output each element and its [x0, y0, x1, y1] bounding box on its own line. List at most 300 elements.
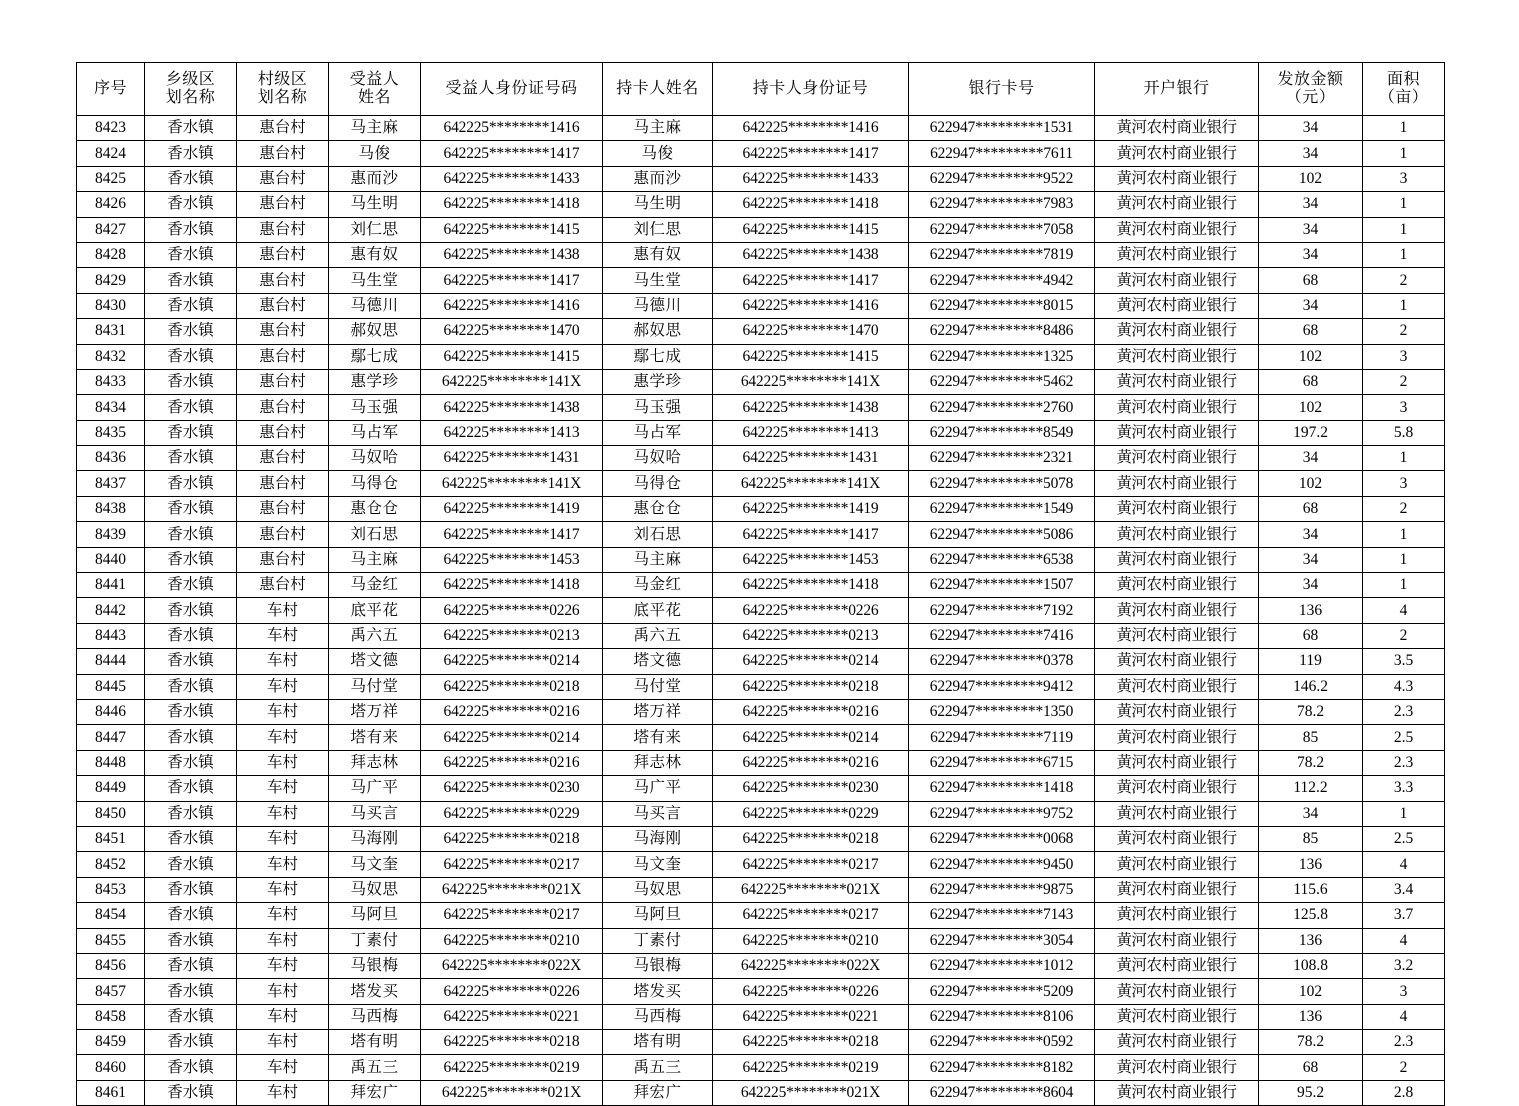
table-row — [77, 522, 1445, 547]
cell-bank-name: 黄河农村商业银行 — [1095, 1080, 1259, 1105]
cell-bank-card: 622947*********1350 — [909, 699, 1095, 724]
cell-village: 车村 — [237, 623, 329, 648]
cell-amount: 34 — [1259, 293, 1363, 318]
cell-amount: 125.8 — [1259, 903, 1363, 928]
cell-bank-name: 黄河农村商业银行 — [1095, 903, 1259, 928]
cell-beneficiary: 塔有明 — [329, 1030, 421, 1055]
cell-area: 2.8 — [1363, 1080, 1445, 1105]
cell-area: 5.8 — [1363, 420, 1445, 445]
cell-index: 8427 — [77, 217, 145, 242]
cell-index: 8425 — [77, 166, 145, 191]
cell-beneficiary-id: 642225********0218 — [421, 674, 603, 699]
cell-township: 香水镇 — [145, 166, 237, 191]
cell-amount: 102 — [1259, 979, 1363, 1004]
cell-beneficiary-id: 642225********022X — [421, 953, 603, 978]
cell-area: 3.4 — [1363, 877, 1445, 902]
cell-bank-name: 黄河农村商业银行 — [1095, 623, 1259, 648]
table-row — [77, 166, 1445, 191]
column-header-area — [1363, 63, 1445, 116]
cell-holder-name: 马俊 — [603, 141, 713, 166]
cell-holder-name: 郝奴思 — [603, 319, 713, 344]
cell-area: 2.5 — [1363, 826, 1445, 851]
cell-amount: 108.8 — [1259, 953, 1363, 978]
cell-village: 惠台村 — [237, 395, 329, 420]
cell-amount: 136 — [1259, 1004, 1363, 1029]
cell-township: 香水镇 — [145, 877, 237, 902]
cell-township: 香水镇 — [145, 293, 237, 318]
cell-village: 车村 — [237, 852, 329, 877]
cell-holder-id: 642225********0218 — [713, 1030, 909, 1055]
cell-bank-card: 622947*********5462 — [909, 369, 1095, 394]
cell-holder-name: 马奴思 — [603, 877, 713, 902]
cell-beneficiary-id: 642225********0217 — [421, 903, 603, 928]
cell-village: 车村 — [237, 826, 329, 851]
cell-beneficiary-id: 642225********1416 — [421, 116, 603, 141]
cell-area: 3 — [1363, 395, 1445, 420]
column-header-line: 乡级区 — [165, 71, 216, 89]
table-row — [77, 446, 1445, 471]
cell-index: 8451 — [77, 826, 145, 851]
cell-bank-card: 622947*********9875 — [909, 877, 1095, 902]
cell-holder-name: 马主麻 — [603, 547, 713, 572]
table-row — [77, 750, 1445, 775]
cell-bank-name: 黄河农村商业银行 — [1095, 217, 1259, 242]
cell-amount: 34 — [1259, 522, 1363, 547]
table-row — [77, 1055, 1445, 1080]
cell-holder-name: 惠而沙 — [603, 166, 713, 191]
cell-beneficiary-id: 642225********0213 — [421, 623, 603, 648]
cell-bank-name: 黄河农村商业银行 — [1095, 674, 1259, 699]
cell-holder-name: 禹六五 — [603, 623, 713, 648]
column-header-beneficiary_id — [421, 63, 603, 116]
cell-beneficiary: 马西梅 — [329, 1004, 421, 1029]
cell-bank-name: 黄河农村商业银行 — [1095, 293, 1259, 318]
table-header — [77, 63, 1445, 116]
column-header-line: 姓名 — [357, 89, 391, 106]
cell-holder-id: 642225********0216 — [713, 699, 909, 724]
cell-bank-name: 黄河农村商业银行 — [1095, 598, 1259, 623]
cell-beneficiary: 马主麻 — [329, 547, 421, 572]
cell-area: 3.2 — [1363, 953, 1445, 978]
column-header-bank_name — [1095, 63, 1259, 116]
table-row — [77, 344, 1445, 369]
cell-beneficiary: 惠学珍 — [329, 369, 421, 394]
cell-bank-name: 黄河农村商业银行 — [1095, 369, 1259, 394]
cell-area: 2 — [1363, 1055, 1445, 1080]
cell-amount: 102 — [1259, 395, 1363, 420]
cell-holder-name: 马德川 — [603, 293, 713, 318]
cell-township: 香水镇 — [145, 953, 237, 978]
cell-village: 惠台村 — [237, 141, 329, 166]
cell-bank-name: 黄河农村商业银行 — [1095, 522, 1259, 547]
cell-village: 车村 — [237, 928, 329, 953]
cell-index: 8448 — [77, 750, 145, 775]
table-row — [77, 369, 1445, 394]
cell-bank-card: 622947*********1531 — [909, 116, 1095, 141]
column-header-line: 划名称 — [257, 89, 308, 106]
cell-beneficiary: 马海刚 — [329, 826, 421, 851]
column-header-line: 持卡人身份证号 — [752, 80, 869, 98]
cell-amount: 68 — [1259, 623, 1363, 648]
cell-bank-name: 黄河农村商业银行 — [1095, 547, 1259, 572]
table-row — [77, 1030, 1445, 1055]
cell-beneficiary-id: 642225********0217 — [421, 852, 603, 877]
column-header-township — [145, 63, 237, 116]
cell-village: 惠台村 — [237, 369, 329, 394]
cell-bank-card: 622947*********7819 — [909, 242, 1095, 267]
cell-holder-id: 642225********022X — [713, 953, 909, 978]
cell-area: 3 — [1363, 471, 1445, 496]
cell-area: 3.7 — [1363, 903, 1445, 928]
cell-beneficiary-id: 642225********0226 — [421, 979, 603, 1004]
cell-holder-id: 642225********1415 — [713, 217, 909, 242]
cell-amount: 68 — [1259, 1055, 1363, 1080]
column-header-holder_id — [713, 63, 909, 116]
cell-holder-id: 642225********021X — [713, 1080, 909, 1105]
table-row — [77, 623, 1445, 648]
cell-beneficiary: 马奴思 — [329, 877, 421, 902]
cell-index: 8457 — [77, 979, 145, 1004]
cell-beneficiary: 马金红 — [329, 573, 421, 598]
cell-bank-name: 黄河农村商业银行 — [1095, 344, 1259, 369]
cell-index: 8454 — [77, 903, 145, 928]
cell-holder-name: 塔有明 — [603, 1030, 713, 1055]
cell-index: 8423 — [77, 116, 145, 141]
cell-village: 车村 — [237, 1030, 329, 1055]
cell-village: 车村 — [237, 750, 329, 775]
cell-beneficiary-id: 642225********1453 — [421, 547, 603, 572]
cell-index: 8461 — [77, 1080, 145, 1105]
cell-bank-name: 黄河农村商业银行 — [1095, 928, 1259, 953]
cell-township: 香水镇 — [145, 801, 237, 826]
cell-village: 车村 — [237, 1004, 329, 1029]
table-row — [77, 420, 1445, 445]
cell-holder-id: 642225********1413 — [713, 420, 909, 445]
cell-index: 8428 — [77, 242, 145, 267]
cell-bank-card: 622947*********3054 — [909, 928, 1095, 953]
cell-beneficiary-id: 642225********0216 — [421, 750, 603, 775]
cell-holder-name: 惠学珍 — [603, 369, 713, 394]
cell-beneficiary: 禹五三 — [329, 1055, 421, 1080]
cell-village: 惠台村 — [237, 268, 329, 293]
cell-bank-name: 黄河农村商业银行 — [1095, 826, 1259, 851]
cell-bank-card: 622947*********7416 — [909, 623, 1095, 648]
table-row — [77, 395, 1445, 420]
cell-beneficiary: 惠而沙 — [329, 166, 421, 191]
cell-township: 香水镇 — [145, 319, 237, 344]
cell-index: 8432 — [77, 344, 145, 369]
subsidy-distribution-table — [76, 62, 1445, 1106]
cell-village: 车村 — [237, 877, 329, 902]
cell-holder-name: 拜宏广 — [603, 1080, 713, 1105]
cell-bank-card: 622947*********8015 — [909, 293, 1095, 318]
cell-bank-card: 622947*********2760 — [909, 395, 1095, 420]
cell-index: 8438 — [77, 496, 145, 521]
cell-beneficiary: 马生明 — [329, 192, 421, 217]
cell-beneficiary: 塔有来 — [329, 725, 421, 750]
cell-holder-id: 642225********1431 — [713, 446, 909, 471]
cell-beneficiary-id: 642225********1438 — [421, 242, 603, 267]
cell-bank-name: 黄河农村商业银行 — [1095, 242, 1259, 267]
cell-amount: 34 — [1259, 801, 1363, 826]
cell-township: 香水镇 — [145, 116, 237, 141]
cell-index: 8445 — [77, 674, 145, 699]
cell-amount: 68 — [1259, 268, 1363, 293]
cell-township: 香水镇 — [145, 420, 237, 445]
cell-holder-name: 马生明 — [603, 192, 713, 217]
cell-beneficiary-id: 642225********0214 — [421, 649, 603, 674]
cell-amount: 146.2 — [1259, 674, 1363, 699]
cell-index: 8440 — [77, 547, 145, 572]
cell-area: 3.3 — [1363, 776, 1445, 801]
table-row — [77, 979, 1445, 1004]
table-row — [77, 293, 1445, 318]
cell-bank-card: 622947*********5078 — [909, 471, 1095, 496]
cell-bank-card: 622947*********4942 — [909, 268, 1095, 293]
cell-holder-name: 马海刚 — [603, 826, 713, 851]
cell-beneficiary-id: 642225********1433 — [421, 166, 603, 191]
cell-village: 车村 — [237, 776, 329, 801]
cell-village: 惠台村 — [237, 116, 329, 141]
cell-area: 1 — [1363, 217, 1445, 242]
cell-holder-name: 塔发买 — [603, 979, 713, 1004]
cell-holder-id: 642225********1415 — [713, 344, 909, 369]
cell-holder-name: 马阿旦 — [603, 903, 713, 928]
cell-holder-id: 642225********0213 — [713, 623, 909, 648]
table-row — [77, 319, 1445, 344]
table-row — [77, 471, 1445, 496]
cell-beneficiary: 马主麻 — [329, 116, 421, 141]
cell-bank-card: 622947*********7058 — [909, 217, 1095, 242]
cell-township: 香水镇 — [145, 699, 237, 724]
cell-holder-id: 642225********1417 — [713, 522, 909, 547]
cell-beneficiary: 马广平 — [329, 776, 421, 801]
cell-amount: 34 — [1259, 547, 1363, 572]
cell-beneficiary-id: 642225********0214 — [421, 725, 603, 750]
cell-beneficiary: 马买言 — [329, 801, 421, 826]
cell-beneficiary: 马奴哈 — [329, 446, 421, 471]
cell-bank-card: 622947*********7192 — [909, 598, 1095, 623]
table-row — [77, 1080, 1445, 1105]
cell-area: 2.3 — [1363, 750, 1445, 775]
cell-bank-card: 622947*********1549 — [909, 496, 1095, 521]
column-header-line: 开户银行 — [1143, 80, 1210, 98]
cell-bank-card: 622947*********8182 — [909, 1055, 1095, 1080]
cell-holder-id: 642225********0226 — [713, 979, 909, 1004]
cell-area: 4 — [1363, 928, 1445, 953]
cell-amount: 68 — [1259, 369, 1363, 394]
cell-beneficiary: 底平花 — [329, 598, 421, 623]
cell-holder-id: 642225********1418 — [713, 192, 909, 217]
cell-amount: 102 — [1259, 344, 1363, 369]
column-header-index — [77, 63, 145, 116]
cell-township: 香水镇 — [145, 903, 237, 928]
cell-village: 惠台村 — [237, 344, 329, 369]
cell-village: 惠台村 — [237, 547, 329, 572]
cell-beneficiary-id: 642225********0226 — [421, 598, 603, 623]
cell-village: 惠台村 — [237, 166, 329, 191]
cell-beneficiary-id: 642225********141X — [421, 369, 603, 394]
cell-holder-name: 塔文德 — [603, 649, 713, 674]
cell-holder-id: 642225********1453 — [713, 547, 909, 572]
table-row — [77, 116, 1445, 141]
cell-beneficiary: 塔发买 — [329, 979, 421, 1004]
cell-bank-name: 黄河农村商业银行 — [1095, 852, 1259, 877]
cell-index: 8444 — [77, 649, 145, 674]
cell-beneficiary-id: 642225********0216 — [421, 699, 603, 724]
cell-amount: 197.2 — [1259, 420, 1363, 445]
cell-holder-id: 642225********1417 — [713, 268, 909, 293]
cell-township: 香水镇 — [145, 623, 237, 648]
cell-index: 8455 — [77, 928, 145, 953]
cell-beneficiary: 马文奎 — [329, 852, 421, 877]
cell-bank-name: 黄河农村商业银行 — [1095, 725, 1259, 750]
cell-bank-name: 黄河农村商业银行 — [1095, 649, 1259, 674]
cell-holder-name: 马奴哈 — [603, 446, 713, 471]
table-row — [77, 217, 1445, 242]
cell-village: 车村 — [237, 649, 329, 674]
cell-area: 2 — [1363, 319, 1445, 344]
cell-village: 车村 — [237, 903, 329, 928]
cell-bank-card: 622947*********1012 — [909, 953, 1095, 978]
cell-village: 惠台村 — [237, 496, 329, 521]
cell-amount: 136 — [1259, 928, 1363, 953]
cell-bank-card: 622947*********8604 — [909, 1080, 1095, 1105]
cell-bank-card: 622947*********7983 — [909, 192, 1095, 217]
cell-amount: 34 — [1259, 116, 1363, 141]
cell-holder-id: 642225********1470 — [713, 319, 909, 344]
cell-area: 1 — [1363, 446, 1445, 471]
cell-bank-name: 黄河农村商业银行 — [1095, 319, 1259, 344]
cell-index: 8443 — [77, 623, 145, 648]
cell-area: 3 — [1363, 979, 1445, 1004]
cell-amount: 136 — [1259, 598, 1363, 623]
table-row — [77, 268, 1445, 293]
cell-township: 香水镇 — [145, 141, 237, 166]
cell-holder-name: 马玉强 — [603, 395, 713, 420]
cell-holder-name: 刘仁思 — [603, 217, 713, 242]
cell-beneficiary-id: 642225********0221 — [421, 1004, 603, 1029]
table-row — [77, 242, 1445, 267]
cell-holder-name: 马占军 — [603, 420, 713, 445]
cell-township: 香水镇 — [145, 725, 237, 750]
cell-holder-id: 642225********1416 — [713, 116, 909, 141]
cell-township: 香水镇 — [145, 826, 237, 851]
cell-holder-id: 642225********0229 — [713, 801, 909, 826]
cell-amount: 112.2 — [1259, 776, 1363, 801]
cell-bank-name: 黄河农村商业银行 — [1095, 776, 1259, 801]
cell-bank-card: 622947*********9450 — [909, 852, 1095, 877]
cell-amount: 95.2 — [1259, 1080, 1363, 1105]
cell-index: 8446 — [77, 699, 145, 724]
cell-amount: 34 — [1259, 242, 1363, 267]
cell-township: 香水镇 — [145, 395, 237, 420]
cell-area: 1 — [1363, 801, 1445, 826]
cell-township: 香水镇 — [145, 547, 237, 572]
cell-holder-name: 马金红 — [603, 573, 713, 598]
cell-bank-name: 黄河农村商业银行 — [1095, 801, 1259, 826]
cell-village: 惠台村 — [237, 217, 329, 242]
cell-holder-id: 642225********1417 — [713, 141, 909, 166]
cell-bank-card: 622947*********1507 — [909, 573, 1095, 598]
cell-beneficiary: 马玉强 — [329, 395, 421, 420]
cell-township: 香水镇 — [145, 471, 237, 496]
cell-village: 惠台村 — [237, 522, 329, 547]
cell-holder-id: 642225********0218 — [713, 826, 909, 851]
cell-bank-name: 黄河农村商业银行 — [1095, 395, 1259, 420]
cell-holder-id: 642225********0217 — [713, 852, 909, 877]
cell-village: 惠台村 — [237, 471, 329, 496]
cell-area: 2.5 — [1363, 725, 1445, 750]
cell-township: 香水镇 — [145, 192, 237, 217]
cell-village: 惠台村 — [237, 319, 329, 344]
cell-area: 2.3 — [1363, 699, 1445, 724]
table-row — [77, 725, 1445, 750]
cell-beneficiary-id: 642225********1415 — [421, 344, 603, 369]
cell-holder-id: 642225********1433 — [713, 166, 909, 191]
cell-township: 香水镇 — [145, 1004, 237, 1029]
table-body — [77, 116, 1445, 1106]
cell-village: 车村 — [237, 1080, 329, 1105]
cell-bank-name: 黄河农村商业银行 — [1095, 471, 1259, 496]
cell-area: 2.3 — [1363, 1030, 1445, 1055]
cell-village: 惠台村 — [237, 242, 329, 267]
cell-bank-card: 622947*********8549 — [909, 420, 1095, 445]
cell-village: 车村 — [237, 674, 329, 699]
cell-township: 香水镇 — [145, 598, 237, 623]
cell-bank-name: 黄河农村商业银行 — [1095, 192, 1259, 217]
cell-village: 车村 — [237, 953, 329, 978]
cell-holder-name: 马付堂 — [603, 674, 713, 699]
cell-holder-name: 塔万祥 — [603, 699, 713, 724]
cell-bank-name: 黄河农村商业银行 — [1095, 699, 1259, 724]
table-row — [77, 192, 1445, 217]
cell-bank-card: 622947*********9752 — [909, 801, 1095, 826]
table-row — [77, 852, 1445, 877]
cell-holder-id: 642225********021X — [713, 877, 909, 902]
cell-index: 8424 — [77, 141, 145, 166]
cell-village: 惠台村 — [237, 192, 329, 217]
cell-holder-id: 642225********1419 — [713, 496, 909, 521]
cell-beneficiary-id: 642225********0229 — [421, 801, 603, 826]
cell-area: 3.5 — [1363, 649, 1445, 674]
cell-bank-name: 黄河农村商业银行 — [1095, 979, 1259, 1004]
column-header-beneficiary — [329, 63, 421, 116]
column-header-holder_name — [603, 63, 713, 116]
cell-beneficiary: 拜宏广 — [329, 1080, 421, 1105]
cell-bank-name: 黄河农村商业银行 — [1095, 953, 1259, 978]
cell-area: 1 — [1363, 293, 1445, 318]
cell-township: 香水镇 — [145, 979, 237, 1004]
cell-township: 香水镇 — [145, 573, 237, 598]
cell-holder-id: 642225********1438 — [713, 395, 909, 420]
cell-index: 8447 — [77, 725, 145, 750]
cell-amount: 34 — [1259, 446, 1363, 471]
cell-area: 1 — [1363, 522, 1445, 547]
cell-beneficiary: 郝奴思 — [329, 319, 421, 344]
cell-beneficiary: 马阿旦 — [329, 903, 421, 928]
column-header-amount — [1259, 63, 1363, 116]
cell-bank-card: 622947*********9412 — [909, 674, 1095, 699]
cell-holder-id: 642225********1438 — [713, 242, 909, 267]
cell-holder-id: 642225********1418 — [713, 573, 909, 598]
cell-holder-id: 642225********0216 — [713, 750, 909, 775]
cell-holder-id: 642225********0217 — [713, 903, 909, 928]
cell-bank-card: 622947*********1418 — [909, 776, 1095, 801]
cell-beneficiary: 丁素付 — [329, 928, 421, 953]
cell-bank-name: 黄河农村商业银行 — [1095, 116, 1259, 141]
cell-beneficiary-id: 642225********141X — [421, 471, 603, 496]
